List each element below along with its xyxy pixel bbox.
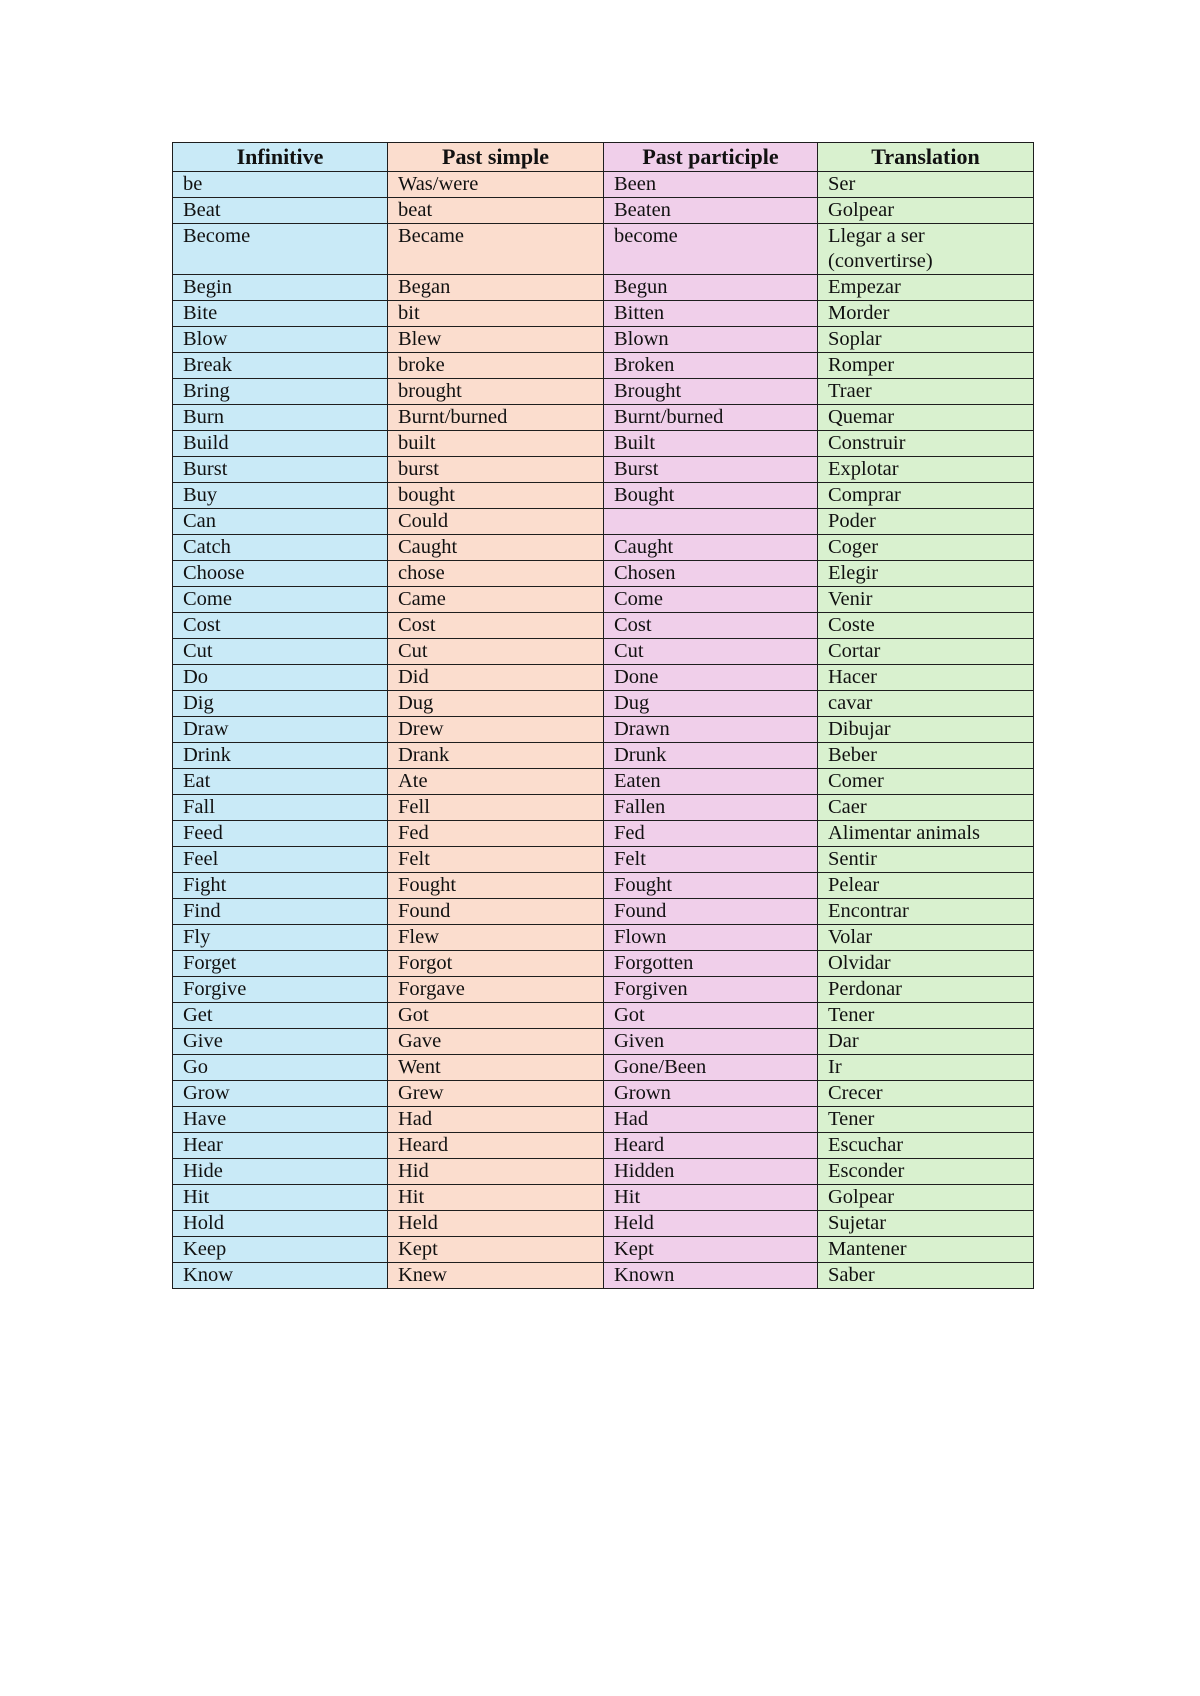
table-row xyxy=(173,1237,1034,1263)
past-simple-cell: Caught xyxy=(388,535,604,561)
past-participle-cell: Burnt/burned xyxy=(604,405,818,431)
table-body xyxy=(173,172,1034,1289)
past-participle-cell: Held xyxy=(604,1211,818,1237)
infinitive-cell: Hit xyxy=(173,1185,388,1211)
past-simple-cell: Cut xyxy=(388,639,604,665)
past-participle-cell: Forgotten xyxy=(604,951,818,977)
header-past-simple: Past simple xyxy=(388,143,604,172)
translation-cell: Explotar xyxy=(818,457,1034,483)
past-participle-cell: Burst xyxy=(604,457,818,483)
table-row xyxy=(173,457,1034,483)
translation-cell: Saber xyxy=(818,1263,1034,1289)
past-participle-cell: Broken xyxy=(604,353,818,379)
infinitive-cell: Beat xyxy=(173,198,388,224)
infinitive-cell: Drink xyxy=(173,743,388,769)
infinitive-cell: Catch xyxy=(173,535,388,561)
infinitive-cell: Forget xyxy=(173,951,388,977)
table-row xyxy=(173,587,1034,613)
table-row xyxy=(173,301,1034,327)
translation-cell: Volar xyxy=(818,925,1034,951)
past-simple-cell: Held xyxy=(388,1211,604,1237)
past-participle-cell: Been xyxy=(604,172,818,198)
past-participle-cell: Come xyxy=(604,587,818,613)
past-participle-cell: Caught xyxy=(604,535,818,561)
header-row xyxy=(173,143,1034,172)
translation-cell: Mantener xyxy=(818,1237,1034,1263)
translation-cell: Alimentar animals xyxy=(818,821,1034,847)
past-participle-cell: Had xyxy=(604,1107,818,1133)
infinitive-cell: Have xyxy=(173,1107,388,1133)
header-past-participle: Past participle xyxy=(604,143,818,172)
table-row xyxy=(173,1029,1034,1055)
past-participle-cell: Brought xyxy=(604,379,818,405)
infinitive-cell: Choose xyxy=(173,561,388,587)
infinitive-cell: Get xyxy=(173,1003,388,1029)
table-row xyxy=(173,1211,1034,1237)
infinitive-cell: Cut xyxy=(173,639,388,665)
past-simple-cell: chose xyxy=(388,561,604,587)
past-simple-cell: Gave xyxy=(388,1029,604,1055)
translation-cell: Encontrar xyxy=(818,899,1034,925)
past-participle-cell: Hidden xyxy=(604,1159,818,1185)
past-simple-cell: Blew xyxy=(388,327,604,353)
table-row xyxy=(173,561,1034,587)
table-row xyxy=(173,405,1034,431)
table-row xyxy=(173,224,1034,275)
table-row xyxy=(173,717,1034,743)
translation-cell: Esconder xyxy=(818,1159,1034,1185)
infinitive-cell: Dig xyxy=(173,691,388,717)
past-simple-cell: Did xyxy=(388,665,604,691)
past-participle-cell: Eaten xyxy=(604,769,818,795)
past-participle-cell: Hit xyxy=(604,1185,818,1211)
translation-cell: Pelear xyxy=(818,873,1034,899)
translation-cell: Comprar xyxy=(818,483,1034,509)
translation-cell: Crecer xyxy=(818,1081,1034,1107)
translation-cell: Escuchar xyxy=(818,1133,1034,1159)
translation-cell: Poder xyxy=(818,509,1034,535)
past-simple-cell: broke xyxy=(388,353,604,379)
past-simple-cell: Fought xyxy=(388,873,604,899)
past-participle-cell: Dug xyxy=(604,691,818,717)
infinitive-cell: Fly xyxy=(173,925,388,951)
infinitive-cell: Build xyxy=(173,431,388,457)
table-row xyxy=(173,795,1034,821)
past-simple-cell: beat xyxy=(388,198,604,224)
infinitive-cell: Break xyxy=(173,353,388,379)
translation-cell: Hacer xyxy=(818,665,1034,691)
table-row xyxy=(173,1133,1034,1159)
past-participle-cell: Grown xyxy=(604,1081,818,1107)
header-infinitive: Infinitive xyxy=(173,143,388,172)
past-simple-cell: Forgave xyxy=(388,977,604,1003)
infinitive-cell: Forgive xyxy=(173,977,388,1003)
table-row xyxy=(173,535,1034,561)
translation-cell: Tener xyxy=(818,1107,1034,1133)
translation-cell: Caer xyxy=(818,795,1034,821)
past-simple-cell: Grew xyxy=(388,1081,604,1107)
past-participle-cell: Flown xyxy=(604,925,818,951)
translation-cell: Empezar xyxy=(818,275,1034,301)
past-simple-cell: Was/were xyxy=(388,172,604,198)
infinitive-cell: Draw xyxy=(173,717,388,743)
past-simple-cell: built xyxy=(388,431,604,457)
table-row xyxy=(173,483,1034,509)
table-row xyxy=(173,743,1034,769)
past-participle-cell: Known xyxy=(604,1263,818,1289)
table-row xyxy=(173,665,1034,691)
table-row xyxy=(173,613,1034,639)
past-participle-cell: Beaten xyxy=(604,198,818,224)
table-row xyxy=(173,353,1034,379)
past-simple-cell: Flew xyxy=(388,925,604,951)
translation-cell: Dar xyxy=(818,1029,1034,1055)
translation-cell: Sentir xyxy=(818,847,1034,873)
past-simple-cell: Fell xyxy=(388,795,604,821)
past-participle-cell: Gone/Been xyxy=(604,1055,818,1081)
header-translation: Translation xyxy=(818,143,1034,172)
translation-cell: Olvidar xyxy=(818,951,1034,977)
past-simple-cell: Hit xyxy=(388,1185,604,1211)
table-row xyxy=(173,691,1034,717)
past-simple-cell: brought xyxy=(388,379,604,405)
table-row xyxy=(173,847,1034,873)
translation-cell: Perdonar xyxy=(818,977,1034,1003)
translation-cell: Ir xyxy=(818,1055,1034,1081)
table-row xyxy=(173,873,1034,899)
translation-cell: Construir xyxy=(818,431,1034,457)
translation-cell: Coste xyxy=(818,613,1034,639)
past-participle-cell: Drawn xyxy=(604,717,818,743)
infinitive-cell: Fall xyxy=(173,795,388,821)
past-simple-cell: Came xyxy=(388,587,604,613)
translation-cell: Golpear xyxy=(818,198,1034,224)
past-participle-cell: Found xyxy=(604,899,818,925)
past-simple-cell: Hid xyxy=(388,1159,604,1185)
past-simple-cell: Burnt/burned xyxy=(388,405,604,431)
table-row xyxy=(173,172,1034,198)
past-participle-cell: Got xyxy=(604,1003,818,1029)
past-participle-cell: Forgiven xyxy=(604,977,818,1003)
table-row xyxy=(173,769,1034,795)
past-simple-cell: Kept xyxy=(388,1237,604,1263)
infinitive-cell: Can xyxy=(173,509,388,535)
past-participle-cell: become xyxy=(604,224,818,275)
translation-cell: Tener xyxy=(818,1003,1034,1029)
infinitive-cell: Keep xyxy=(173,1237,388,1263)
past-simple-cell: Fed xyxy=(388,821,604,847)
past-simple-cell: Began xyxy=(388,275,604,301)
infinitive-cell: Bite xyxy=(173,301,388,327)
infinitive-cell: Know xyxy=(173,1263,388,1289)
past-participle-cell: Fought xyxy=(604,873,818,899)
translation-cell: Cortar xyxy=(818,639,1034,665)
table-row xyxy=(173,1081,1034,1107)
table-row xyxy=(173,1159,1034,1185)
past-participle-cell: Heard xyxy=(604,1133,818,1159)
table-row xyxy=(173,951,1034,977)
past-simple-cell: burst xyxy=(388,457,604,483)
infinitive-cell: Buy xyxy=(173,483,388,509)
past-participle-cell: Chosen xyxy=(604,561,818,587)
table-row xyxy=(173,509,1034,535)
past-participle-cell: Done xyxy=(604,665,818,691)
past-simple-cell: Felt xyxy=(388,847,604,873)
infinitive-cell: Do xyxy=(173,665,388,691)
translation-cell: Soplar xyxy=(818,327,1034,353)
past-participle-cell: Built xyxy=(604,431,818,457)
infinitive-cell: Bring xyxy=(173,379,388,405)
past-participle-cell xyxy=(604,509,818,535)
translation-cell: Morder xyxy=(818,301,1034,327)
infinitive-cell: Go xyxy=(173,1055,388,1081)
past-simple-cell: Had xyxy=(388,1107,604,1133)
translation-cell: Sujetar xyxy=(818,1211,1034,1237)
translation-cell: Venir xyxy=(818,587,1034,613)
table-row xyxy=(173,275,1034,301)
table-row xyxy=(173,1263,1034,1289)
translation-cell: Ser xyxy=(818,172,1034,198)
past-simple-cell: Knew xyxy=(388,1263,604,1289)
infinitive-cell: Eat xyxy=(173,769,388,795)
past-participle-cell: Bitten xyxy=(604,301,818,327)
table-row xyxy=(173,379,1034,405)
infinitive-cell: Hold xyxy=(173,1211,388,1237)
past-simple-cell: bit xyxy=(388,301,604,327)
table-row xyxy=(173,327,1034,353)
past-simple-cell: Drew xyxy=(388,717,604,743)
table-row xyxy=(173,1107,1034,1133)
infinitive-cell: Blow xyxy=(173,327,388,353)
infinitive-cell: Burst xyxy=(173,457,388,483)
past-participle-cell: Begun xyxy=(604,275,818,301)
past-participle-cell: Bought xyxy=(604,483,818,509)
table-row xyxy=(173,1003,1034,1029)
infinitive-cell: Come xyxy=(173,587,388,613)
translation-cell: Dibujar xyxy=(818,717,1034,743)
translation-cell: Comer xyxy=(818,769,1034,795)
infinitive-cell: Hear xyxy=(173,1133,388,1159)
past-simple-cell: Ate xyxy=(388,769,604,795)
past-simple-cell: Became xyxy=(388,224,604,275)
past-participle-cell: Given xyxy=(604,1029,818,1055)
past-simple-cell: Heard xyxy=(388,1133,604,1159)
table-row xyxy=(173,925,1034,951)
infinitive-cell: Cost xyxy=(173,613,388,639)
past-participle-cell: Fallen xyxy=(604,795,818,821)
infinitive-cell: Begin xyxy=(173,275,388,301)
translation-cell: Elegir xyxy=(818,561,1034,587)
table-row xyxy=(173,899,1034,925)
infinitive-cell: Find xyxy=(173,899,388,925)
table-row xyxy=(173,1185,1034,1211)
infinitive-cell: Burn xyxy=(173,405,388,431)
translation-cell: Golpear xyxy=(818,1185,1034,1211)
infinitive-cell: Grow xyxy=(173,1081,388,1107)
irregular-verbs-table xyxy=(172,142,1034,1289)
past-simple-cell: Drank xyxy=(388,743,604,769)
past-participle-cell: Fed xyxy=(604,821,818,847)
table-row xyxy=(173,639,1034,665)
table-row xyxy=(173,977,1034,1003)
infinitive-cell: Feed xyxy=(173,821,388,847)
past-simple-cell: Got xyxy=(388,1003,604,1029)
translation-cell: Quemar xyxy=(818,405,1034,431)
table-row xyxy=(173,1055,1034,1081)
past-participle-cell: Cost xyxy=(604,613,818,639)
infinitive-cell: be xyxy=(173,172,388,198)
translation-cell: Coger xyxy=(818,535,1034,561)
table-row xyxy=(173,431,1034,457)
infinitive-cell: Become xyxy=(173,224,388,275)
translation-cell: cavar xyxy=(818,691,1034,717)
translation-cell: Beber xyxy=(818,743,1034,769)
past-participle-cell: Drunk xyxy=(604,743,818,769)
past-simple-cell: Dug xyxy=(388,691,604,717)
table-header xyxy=(173,143,1034,172)
past-participle-cell: Cut xyxy=(604,639,818,665)
infinitive-cell: Feel xyxy=(173,847,388,873)
past-simple-cell: Went xyxy=(388,1055,604,1081)
past-participle-cell: Felt xyxy=(604,847,818,873)
past-participle-cell: Blown xyxy=(604,327,818,353)
table-row xyxy=(173,198,1034,224)
infinitive-cell: Hide xyxy=(173,1159,388,1185)
past-simple-cell: Found xyxy=(388,899,604,925)
past-simple-cell: bought xyxy=(388,483,604,509)
infinitive-cell: Give xyxy=(173,1029,388,1055)
translation-cell: Llegar a ser (convertirse) xyxy=(818,224,1034,275)
past-participle-cell: Kept xyxy=(604,1237,818,1263)
translation-cell: Traer xyxy=(818,379,1034,405)
table-row xyxy=(173,821,1034,847)
infinitive-cell: Fight xyxy=(173,873,388,899)
past-simple-cell: Forgot xyxy=(388,951,604,977)
past-simple-cell: Could xyxy=(388,509,604,535)
translation-cell: Romper xyxy=(818,353,1034,379)
past-simple-cell: Cost xyxy=(388,613,604,639)
